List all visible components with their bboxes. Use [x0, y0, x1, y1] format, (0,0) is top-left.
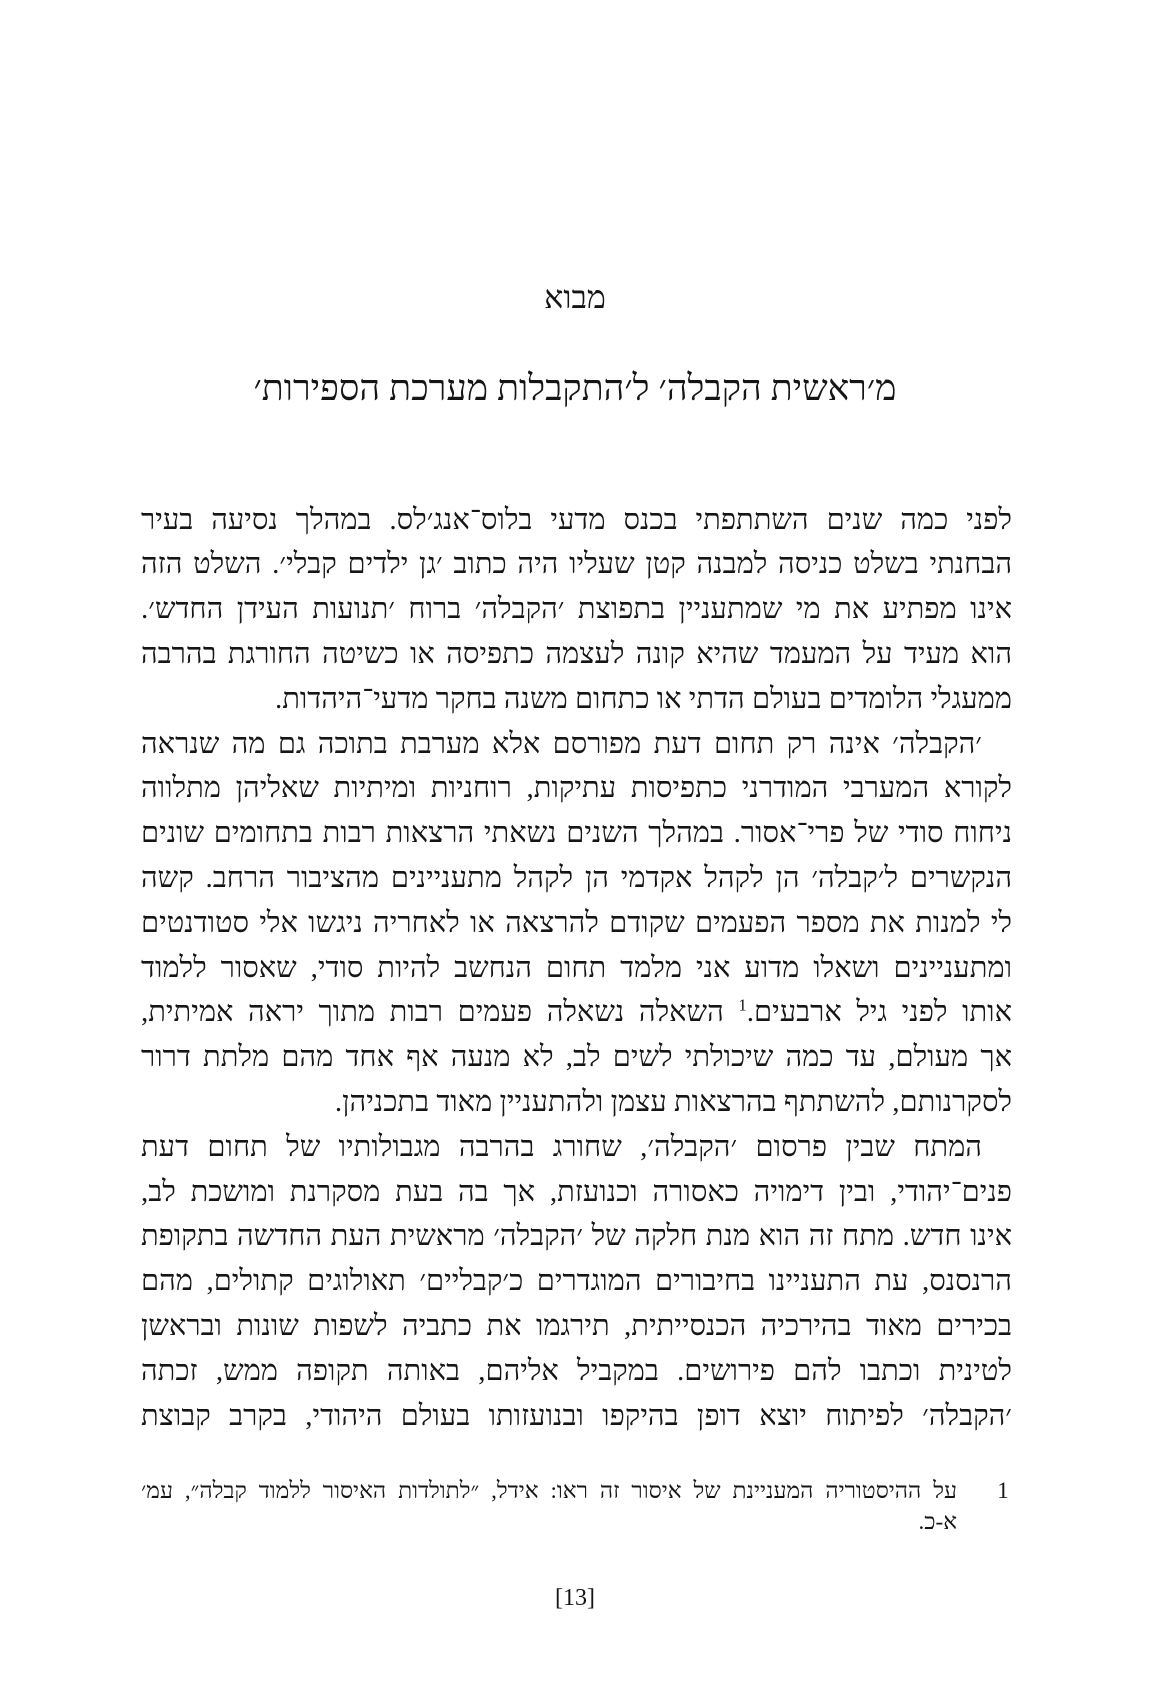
footnote-ref: 1	[738, 995, 747, 1015]
body-line: ממעגלי הלומדים בעולם הדתי או כתחום משנה בחקר מדעי־היהדות.	[274, 682, 1012, 715]
footnote-line: על ההיסטוריה המעניינת של איסור זה ראו: אידל, ״לתולדות האיסור ללמוד קבלה״, עמ׳	[141, 1477, 957, 1503]
body-line-text: השאלה נשאלה פעמים רבות מתוך יראה אמיתית,	[141, 996, 739, 1029]
body-line: ניחוח סודי של פרי־אסור. במהלך השנים נשאתי הרצאות רבות בתחומים שונים	[141, 817, 1012, 850]
footnote	[141, 1475, 1012, 1537]
body-line: אינו חדש. מתח זה הוא מנת חלקה של ׳הקבלה׳ מראשית העת החדשה בתקופת	[141, 1220, 1012, 1253]
body-line: לפני כמה שנים השתתפתי בכנס מדעי בלוס־אנג׳לס. במהלך נסיעה בעיר	[141, 503, 1012, 536]
body-line: הרנסנס, עת התעניינו בחיבורים המוגדרים כ׳קבליים׳ תאולוגים קתולים, מהם	[141, 1265, 1012, 1298]
body-line: הוא מעיד על המעמד שהיא קונה לעצמה כתפיסה או כשיטה החורגת בהרבה	[141, 637, 1012, 670]
body-line: ׳הקבלה׳ לפיתוח יוצא דופן בהיקפו ובנועזותו בעולם היהודי, בקרב קבוצת	[141, 1399, 1012, 1432]
body-line: המתח שבין פרסום ׳הקבלה׳, שחורג בהרבה מגבולותיו של תחום דעת	[141, 1130, 982, 1163]
body-line: הבחנתי בשלט כניסה למבנה קטן שעליו היה כתוב ׳גן ילדים קבלי׳. השלט הזה	[141, 548, 1012, 581]
body-line: אך מעולם, עד כמה שיכולתי לשים לב, לא מנעה אף אחד מהם מלתת דרור	[141, 1041, 1012, 1074]
footnote-text	[141, 1475, 957, 1537]
body-line: אינו מפתיע את מי שמתעניין בתפוצת ׳הקבלה׳ ברוח ׳תנועות העידן החדש׳.	[141, 593, 1012, 626]
body-line: לסקרנותם, להשתתף בהרצאות עצמן ולהתעניין מאוד בתכניהן.	[334, 1085, 1012, 1118]
body-line: הנקשרים ל׳קבלה׳ הן לקהל אקדמי הן לקהל מתעניינים מהציבור הרחב. קשה	[141, 861, 1012, 894]
body-line: לקורא המערבי המודרני כתפיסות עתיקות, רוחניות ומיתיות שאליהן מתלווה	[141, 772, 1012, 805]
body-line: ׳הקבלה׳ אינה רק תחום דעת מפורסם אלא מערבת בתוכה גם מה שנראה	[141, 727, 982, 760]
body-line: ומתעניינים ושאלו מדוע אני מלמד תחום הנחשב להיות סודי, שאסור ללמוד	[141, 951, 1012, 984]
footnote-line: א-כ.	[918, 1508, 957, 1534]
body-text	[141, 498, 1012, 1439]
body-line	[141, 990, 1012, 1035]
paragraph	[141, 722, 1012, 1125]
footnote-number: 1	[997, 1477, 1009, 1503]
body-line: לי למנות את מספר הפעמים שקודם להרצאה או לאחריה ניגשו אלי סטודנטים	[141, 906, 1012, 939]
body-line-text: אותו לפני גיל ארבעים.	[746, 996, 1012, 1029]
chapter-title: מ׳ראשית הקבלה׳ ל׳התקבלות מערכת הספירות׳	[253, 368, 897, 408]
paragraph	[141, 1125, 1012, 1439]
section-label: מבוא	[544, 279, 606, 315]
body-line: בכירים מאוד בהירכיה הכנסייתית, תירגמו את כתביה לשפות שונות ובראשן	[141, 1309, 1012, 1342]
page-number: [13]	[555, 1585, 595, 1611]
paragraph	[141, 498, 1012, 722]
body-line: פנים־יהודי, ובין דימויה כאסורה וכנועזת, אך בה בעת מסקרנת ומושכת לב,	[141, 1175, 1012, 1208]
body-line: לטינית וכתבו להם פירושים. במקביל אליהם, באותה תקופה ממש, זכתה	[141, 1354, 1012, 1387]
